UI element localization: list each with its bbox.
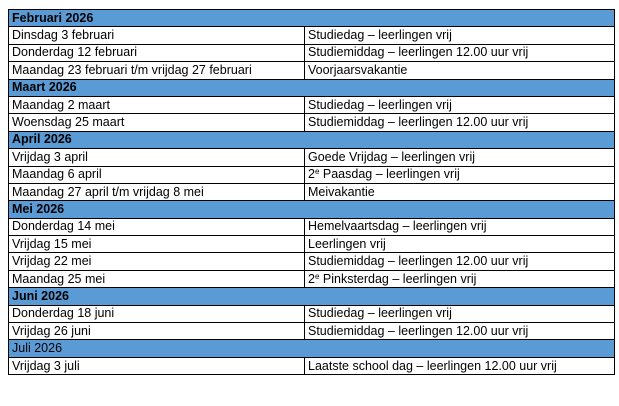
table-row [9, 149, 615, 166]
month-header: Juli 2026 [9, 340, 615, 357]
description-cell: Meivakantie [305, 183, 615, 200]
date-cell: Maandag 23 februari t/m vrijdag 27 februari [9, 62, 305, 79]
table-row [9, 114, 615, 131]
date-cell: Vrijdag 15 mei [9, 236, 305, 253]
date-cell: Maandag 27 april t/m vrijdag 8 mei [9, 183, 305, 200]
month-header: Juni 2026 [9, 288, 615, 305]
table-row [9, 305, 615, 322]
month-header-row [9, 79, 615, 96]
ordinal-number: 2 [308, 167, 315, 182]
month-header-row [9, 131, 615, 148]
date-cell: Donderdag 12 februari [9, 44, 305, 61]
ordinal-number: 2 [308, 271, 315, 286]
month-header-row [9, 340, 615, 357]
description-cell: Studiemiddag – leerlingen 12.00 uur vrij [305, 253, 615, 270]
date-cell: Vrijdag 3 april [9, 149, 305, 166]
date-cell: Maandag 2 maart [9, 96, 305, 113]
ordinal-suffix: e [314, 271, 320, 281]
table-row [9, 166, 615, 183]
date-cell: Donderdag 14 mei [9, 218, 305, 235]
ordinal-suffix: e [314, 167, 320, 177]
month-header: April 2026 [9, 131, 615, 148]
month-header: Mei 2026 [9, 201, 615, 218]
description-cell: Leerlingen vrij [305, 236, 615, 253]
description-cell: Studiemiddag – leerlingen 12.00 uur vrij [305, 323, 615, 340]
school-calendar-table [8, 9, 615, 375]
date-cell: Vrijdag 3 juli [9, 357, 305, 374]
table-row [9, 27, 615, 44]
school-calendar-body [9, 10, 615, 375]
table-row [9, 218, 615, 235]
description-cell: Studiemiddag – leerlingen 12.00 uur vrij [305, 114, 615, 131]
description-cell: Studiedag – leerlingen vrij [305, 305, 615, 322]
date-cell: Dinsdag 3 februari [9, 27, 305, 44]
month-header-row [9, 10, 615, 27]
table-row [9, 357, 615, 374]
description-cell: Laatste school dag – leerlingen 12.00 uur vrij [305, 357, 615, 374]
date-cell: Vrijdag 22 mei [9, 253, 305, 270]
description-cell: Voorjaarsvakantie [305, 62, 615, 79]
description-cell [305, 166, 615, 183]
description-cell: Goede Vrijdag – leerlingen vrij [305, 149, 615, 166]
description-cell: Studiedag – leerlingen vrij [305, 96, 615, 113]
description-cell: Studiedag – leerlingen vrij [305, 27, 615, 44]
table-row [9, 270, 615, 287]
description-cell: Hemelvaartsdag – leerlingen vrij [305, 218, 615, 235]
month-header: Februari 2026 [9, 10, 615, 27]
table-row [9, 236, 615, 253]
description-cell: Studiemiddag – leerlingen 12.00 uur vrij [305, 44, 615, 61]
table-row [9, 96, 615, 113]
date-cell: Maandag 25 mei [9, 270, 305, 287]
table-row [9, 44, 615, 61]
month-header-row [9, 288, 615, 305]
table-row [9, 253, 615, 270]
date-cell: Maandag 6 april [9, 166, 305, 183]
date-cell: Vrijdag 26 juni [9, 323, 305, 340]
table-row [9, 183, 615, 200]
table-row [9, 323, 615, 340]
description-text: Pinksterdag – leerlingen vrij [319, 271, 477, 286]
description-text: Paasdag – leerlingen vrij [319, 167, 460, 182]
description-cell [305, 270, 615, 287]
date-cell: Woensdag 25 maart [9, 114, 305, 131]
date-cell: Donderdag 18 juni [9, 305, 305, 322]
table-row [9, 62, 615, 79]
month-header: Maart 2026 [9, 79, 615, 96]
month-header-row [9, 201, 615, 218]
